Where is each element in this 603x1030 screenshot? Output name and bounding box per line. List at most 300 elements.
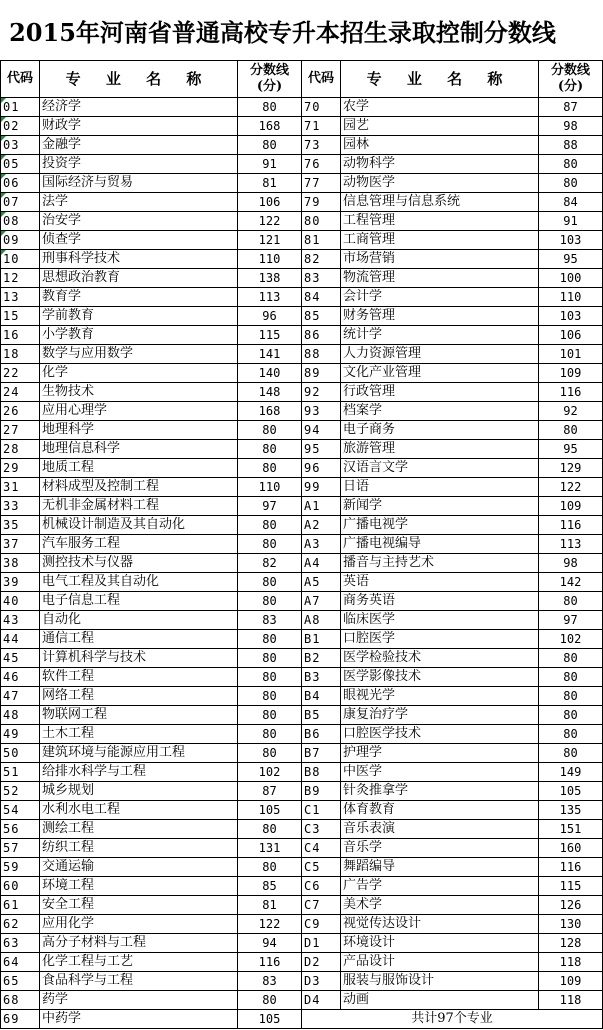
major-score: 160 [539,839,603,858]
major-name: 中医学 [341,763,539,782]
major-score: 131 [238,839,302,858]
major-name: 化学工程与工艺 [40,953,238,972]
major-code: A8 [302,611,341,630]
major-name: 环境设计 [341,934,539,953]
major-name: 生物技术 [40,383,238,402]
major-name: 人力资源管理 [341,345,539,364]
major-code: 52 [1,782,40,801]
header-score-line2-right: (分) [557,79,584,94]
major-score: 110 [238,250,302,269]
major-name: 建筑环境与能源应用工程 [40,744,238,763]
major-name: 园林 [341,136,539,155]
table-row [1,155,603,174]
table-row [1,554,603,573]
table-row [1,934,603,953]
major-code: 16 [1,326,40,345]
major-code: 18 [1,345,40,364]
major-score: 87 [539,98,603,117]
major-code: 29 [1,459,40,478]
major-code: 64 [1,953,40,972]
table-row [1,117,603,136]
major-name: 商务英语 [341,592,539,611]
major-code: 79 [302,193,341,212]
major-code: B9 [302,782,341,801]
major-code: 63 [1,934,40,953]
major-score: 83 [238,611,302,630]
major-name: 地理信息科学 [40,440,238,459]
major-name: 通信工程 [40,630,238,649]
table-row [1,231,603,250]
major-score: 138 [238,269,302,288]
major-name: 动物科学 [341,155,539,174]
major-name: 针灸推拿学 [341,782,539,801]
major-name: 档案学 [341,402,539,421]
table-row [1,782,603,801]
major-code: 69 [1,1010,40,1029]
major-code: B4 [302,687,341,706]
major-score: 140 [238,364,302,383]
major-name: 应用心理学 [40,402,238,421]
major-name: 音乐学 [341,839,539,858]
major-score: 149 [539,763,603,782]
major-code: 09 [1,231,40,250]
major-name: 物流管理 [341,269,539,288]
major-name: 服装与服饰设计 [341,972,539,991]
table-row [1,820,603,839]
major-score: 80 [539,174,603,193]
major-code: 22 [1,364,40,383]
table-row [1,345,603,364]
major-score: 80 [238,459,302,478]
major-name: 电子商务 [341,421,539,440]
major-score: 98 [539,117,603,136]
major-name: 药学 [40,991,238,1010]
major-code: 02 [1,117,40,136]
major-score: 80 [539,668,603,687]
major-code: 92 [302,383,341,402]
major-score: 80 [238,136,302,155]
major-score: 109 [539,364,603,383]
major-name: 播音与主持艺术 [341,554,539,573]
major-score: 83 [238,972,302,991]
major-name: 无机非金属材料工程 [40,497,238,516]
major-name: 金融学 [40,136,238,155]
header-name: 专 业 名 称 [40,61,238,98]
major-name: 动物医学 [341,174,539,193]
header-code-right: 代码 [302,61,341,98]
major-name: 动画 [341,991,539,1010]
major-score: 116 [539,858,603,877]
major-score: 148 [238,383,302,402]
major-name: 文化产业管理 [341,364,539,383]
table-row [1,326,603,345]
major-name: 广告学 [341,877,539,896]
major-code: 44 [1,630,40,649]
table-row [1,1010,603,1029]
major-name: 日语 [341,478,539,497]
header-row [1,61,603,98]
table-row [1,269,603,288]
header-score-line1-right: 分数线 [550,63,590,78]
major-code: 07 [1,193,40,212]
major-name: 计算机科学与技术 [40,649,238,668]
major-name: 城乡规划 [40,782,238,801]
major-name: 教育学 [40,288,238,307]
major-code: 99 [302,478,341,497]
major-code: C7 [302,896,341,915]
major-name: 学前教育 [40,307,238,326]
major-name: 会计学 [341,288,539,307]
major-name: 统计学 [341,326,539,345]
major-code: D3 [302,972,341,991]
major-code: 86 [302,326,341,345]
major-code: 51 [1,763,40,782]
major-name: 工程管理 [341,212,539,231]
major-score: 91 [539,212,603,231]
major-code: D2 [302,953,341,972]
major-score: 80 [238,573,302,592]
major-score: 109 [539,497,603,516]
major-score: 82 [238,554,302,573]
major-code: 57 [1,839,40,858]
major-score: 168 [238,402,302,421]
major-name: 广播电视学 [341,516,539,535]
major-code: C4 [302,839,341,858]
major-name: 测绘工程 [40,820,238,839]
table-row [1,706,603,725]
table-row [1,858,603,877]
major-code: 46 [1,668,40,687]
major-score: 80 [238,744,302,763]
major-code: 37 [1,535,40,554]
major-code: 26 [1,402,40,421]
major-score: 87 [238,782,302,801]
major-code: 56 [1,820,40,839]
major-code: 49 [1,725,40,744]
major-score: 168 [238,117,302,136]
major-code: B1 [302,630,341,649]
table-row [1,687,603,706]
major-name: 园艺 [341,117,539,136]
major-code: 76 [302,155,341,174]
table-row [1,839,603,858]
table-row [1,725,603,744]
header-score-line2: (分) [256,79,283,94]
major-name: 汉语言文学 [341,459,539,478]
table-row [1,668,603,687]
major-name: 测控技术与仪器 [40,554,238,573]
major-score: 128 [539,934,603,953]
major-code: 59 [1,858,40,877]
score-table [0,60,603,1029]
major-code: 94 [302,421,341,440]
major-code: 50 [1,744,40,763]
major-name: 国际经济与贸易 [40,174,238,193]
major-score: 91 [238,155,302,174]
major-code: C5 [302,858,341,877]
table-row [1,877,603,896]
major-code: 05 [1,155,40,174]
major-code: 96 [302,459,341,478]
major-score: 106 [539,326,603,345]
major-name: 软件工程 [40,668,238,687]
major-name: 自动化 [40,611,238,630]
major-score: 100 [539,269,603,288]
major-score: 103 [539,231,603,250]
major-code: 83 [302,269,341,288]
major-score: 84 [539,193,603,212]
major-score: 81 [238,896,302,915]
major-code: A3 [302,535,341,554]
major-code: 77 [302,174,341,193]
major-name: 体育教育 [341,801,539,820]
major-name: 产品设计 [341,953,539,972]
major-score: 94 [238,934,302,953]
major-score: 80 [539,421,603,440]
major-name: 材料成型及控制工程 [40,478,238,497]
major-name: 医学影像技术 [341,668,539,687]
table-row [1,801,603,820]
major-code: 01 [1,98,40,117]
major-score: 96 [238,307,302,326]
major-score: 126 [539,896,603,915]
major-score: 105 [238,1010,302,1029]
major-code: 24 [1,383,40,402]
major-name: 汽车服务工程 [40,535,238,554]
major-code: B7 [302,744,341,763]
major-score: 109 [539,972,603,991]
major-code: 27 [1,421,40,440]
major-name: 地理科学 [40,421,238,440]
major-code: 71 [302,117,341,136]
major-code: 73 [302,136,341,155]
major-name: 小学教育 [40,326,238,345]
major-score: 80 [238,858,302,877]
major-score: 115 [238,326,302,345]
major-name: 投资学 [40,155,238,174]
major-code: A1 [302,497,341,516]
table-row [1,744,603,763]
major-code: 45 [1,649,40,668]
table-row [1,516,603,535]
major-score: 141 [238,345,302,364]
major-score: 80 [539,744,603,763]
major-name: 信息管理与信息系统 [341,193,539,212]
major-score: 85 [238,877,302,896]
table-row [1,288,603,307]
major-name: 音乐表演 [341,820,539,839]
major-name: 口腔医学技术 [341,725,539,744]
major-score: 80 [238,649,302,668]
major-code: 82 [302,250,341,269]
table-row [1,896,603,915]
major-name: 市场营销 [341,250,539,269]
major-name: 思想政治教育 [40,269,238,288]
major-name: 土木工程 [40,725,238,744]
major-score: 80 [238,630,302,649]
major-name: 临床医学 [341,611,539,630]
major-score: 81 [238,174,302,193]
table-row [1,611,603,630]
major-score: 88 [539,136,603,155]
major-name: 应用化学 [40,915,238,934]
major-code: C3 [302,820,341,839]
major-score: 142 [539,573,603,592]
major-code: 93 [302,402,341,421]
major-code: 54 [1,801,40,820]
major-score: 80 [238,820,302,839]
major-name: 农学 [341,98,539,117]
major-code: 03 [1,136,40,155]
major-score: 80 [539,155,603,174]
header-score-right [539,61,603,98]
table-row [1,497,603,516]
table-row [1,383,603,402]
major-name: 行政管理 [341,383,539,402]
major-name: 机械设计制造及其自动化 [40,516,238,535]
page-title: 2015年河南省普通高校专升本招生录取控制分数线 [9,17,556,47]
major-code: 81 [302,231,341,250]
major-score: 80 [238,516,302,535]
major-name: 医学检验技术 [341,649,539,668]
major-score: 92 [539,402,603,421]
major-code: 39 [1,573,40,592]
major-name: 侦查学 [40,231,238,250]
major-score: 80 [238,535,302,554]
table-row [1,440,603,459]
major-code: 33 [1,497,40,516]
major-code: 80 [302,212,341,231]
major-name: 食品科学与工程 [40,972,238,991]
major-code: 47 [1,687,40,706]
major-code: 35 [1,516,40,535]
major-score: 95 [539,250,603,269]
major-score: 105 [238,801,302,820]
major-code: 31 [1,478,40,497]
major-score: 121 [238,231,302,250]
major-name: 康复治疗学 [341,706,539,725]
major-code: 89 [302,364,341,383]
major-code: B5 [302,706,341,725]
header-score [238,61,302,98]
major-name: 口腔医学 [341,630,539,649]
major-code: 70 [302,98,341,117]
table-row [1,136,603,155]
major-name: 眼视光学 [341,687,539,706]
major-score: 122 [238,915,302,934]
major-score: 122 [539,478,603,497]
major-score: 122 [238,212,302,231]
major-score: 80 [539,706,603,725]
major-score: 151 [539,820,603,839]
table-row [1,250,603,269]
major-score: 106 [238,193,302,212]
table-row [1,98,603,117]
table-row [1,459,603,478]
major-score: 80 [539,725,603,744]
major-score: 129 [539,459,603,478]
major-name: 经济学 [40,98,238,117]
table-row [1,174,603,193]
major-name: 中药学 [40,1010,238,1029]
major-score: 113 [238,288,302,307]
major-code: B8 [302,763,341,782]
major-code: 60 [1,877,40,896]
table-row [1,592,603,611]
major-code: C6 [302,877,341,896]
major-name: 英语 [341,573,539,592]
major-score: 101 [539,345,603,364]
major-score: 80 [539,649,603,668]
major-code: B3 [302,668,341,687]
table-row [1,421,603,440]
major-name: 美术学 [341,896,539,915]
table-row [1,402,603,421]
major-name: 环境工程 [40,877,238,896]
major-name: 财务管理 [341,307,539,326]
major-name: 地质工程 [40,459,238,478]
major-name: 物联网工程 [40,706,238,725]
major-code: 12 [1,269,40,288]
table-row [1,630,603,649]
major-code: B2 [302,649,341,668]
major-score: 110 [238,478,302,497]
header-name-right: 专 业 名 称 [341,61,539,98]
major-code: 43 [1,611,40,630]
major-name: 化学 [40,364,238,383]
major-code: 61 [1,896,40,915]
major-code: 08 [1,212,40,231]
major-score: 118 [539,953,603,972]
major-code: 88 [302,345,341,364]
major-score: 80 [238,725,302,744]
major-code: 62 [1,915,40,934]
major-code: C1 [302,801,341,820]
major-score: 130 [539,915,603,934]
major-code: D4 [302,991,341,1010]
major-name: 法学 [40,193,238,212]
major-code: 85 [302,307,341,326]
major-score: 80 [539,592,603,611]
major-score: 116 [539,383,603,402]
major-code: 28 [1,440,40,459]
table-row [1,193,603,212]
major-score: 80 [238,687,302,706]
major-score: 103 [539,307,603,326]
major-name: 新闻学 [341,497,539,516]
table-row [1,307,603,326]
major-name: 治安学 [40,212,238,231]
major-score: 80 [238,592,302,611]
major-code: 06 [1,174,40,193]
major-code: 95 [302,440,341,459]
major-code: A7 [302,592,341,611]
major-score: 97 [539,611,603,630]
major-code: D1 [302,934,341,953]
table-row [1,649,603,668]
major-score: 135 [539,801,603,820]
major-score: 98 [539,554,603,573]
major-code: 13 [1,288,40,307]
major-score: 80 [238,98,302,117]
major-name: 旅游管理 [341,440,539,459]
major-name: 刑事科学技术 [40,250,238,269]
major-score: 80 [539,687,603,706]
major-code: 65 [1,972,40,991]
major-score: 102 [238,763,302,782]
major-code: 84 [302,288,341,307]
major-score: 80 [238,991,302,1010]
